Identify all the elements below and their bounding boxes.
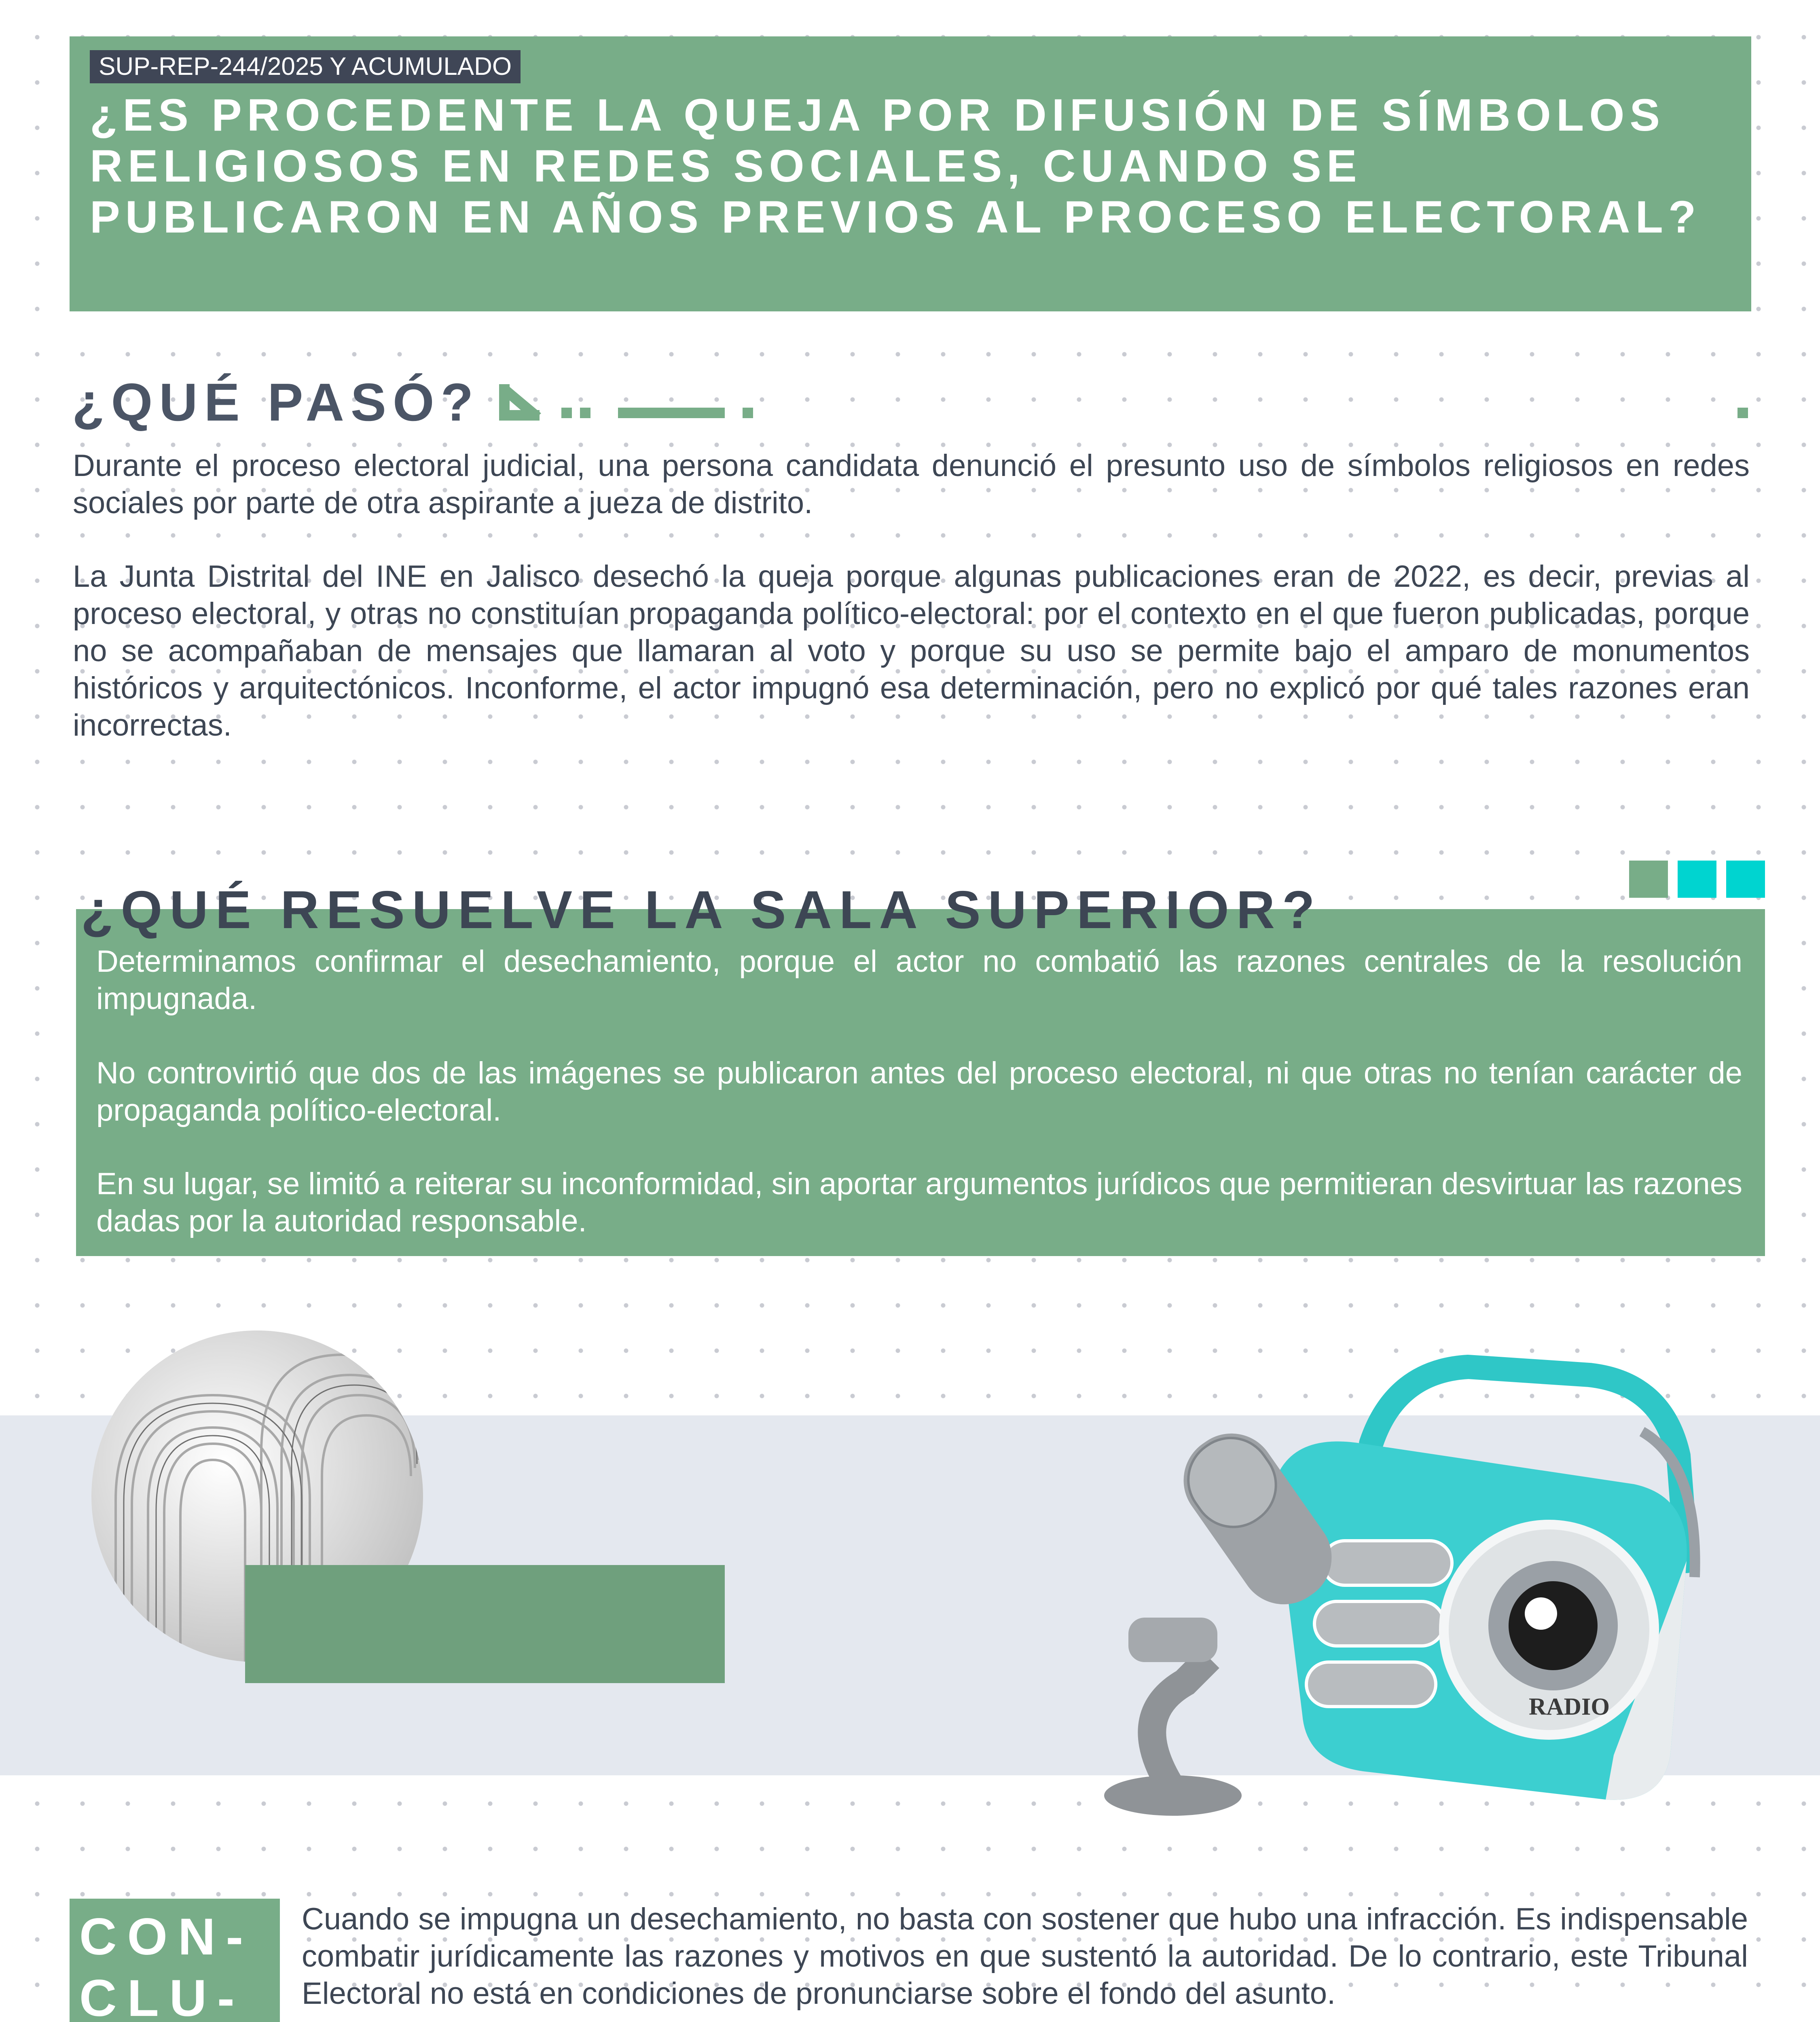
decorative-square [1726,861,1765,898]
decorative-square [1678,861,1716,898]
case-id-badge: SUP-REP-244/2025 Y ACUMULADO [90,50,521,83]
decorative-dot [580,408,590,418]
paragraph-what-happened-1: Durante el proceso electoral judicial, una persona candidata denunció el presunto uso de símbolos religiosos en redes sociales por parte de otra aspirante a jueza de distrito. [73,448,1750,520]
page-title: ¿ES PROCEDENTE LA QUEJA POR DIFUSIÓN DE SÍMBOLOS RELIGIOSOS EN REDES SOCIALES, CUANDO SE PUBLICARON EN AÑOS PREVIOS AL PROCESO ELECTORAL? [90,90,1701,242]
conclusion-text: Cuando se impugna un desechamiento, no basta con sostener que hubo una infracción. Es indispensable combatir jurídicamente las razones y motivos en que sustentó la autoridad. De lo contrario, este Tribunal Electoral no está en condiciones de pronunciarse sobre el fondo del asunto. [302,1902,1748,2011]
radio-brand-label: RADIO [1529,1693,1610,1720]
conclusion-label [79,1906,254,2022]
section-heading-resolution: ¿QUÉ RESUELVE LA SALA SUPERIOR? [81,880,1322,939]
conclusion-label-line: CON- [79,1908,254,1966]
paragraph-what-happened-2: La Junta Distrital del INE en Jalisco desechó la queja porque algunas publicaciones eran de 2022, es decir, previas al proceso electoral, y otras no constituían propaganda político-electoral: por el contexto en el que fueron publicadas, porque no se acompañaban de mensajes que llamaran al voto y porque su uso se permite bajo el amparo de monumentos históricos y arquitectónicos. Inconforme, el actor impugnó esa determinación, pero no explicó por qué tales razones eran incorrectas. [73,559,1750,742]
decorative-square [1629,861,1668,898]
paragraph-resolution-2: No controvirtió que dos de las imágenes se publicaron antes del proceso electoral, ni que otras no tenían carácter de propaganda político-electoral. [96,1056,1742,1127]
decorative-dash [618,408,725,418]
arrow-down-right-icon [497,382,545,426]
decorative-dot [561,408,572,418]
decorative-green-block [245,1565,725,1683]
paragraph-resolution-3: En su lugar, se limitó a reiterar su inconformidad, sin aportar argumentos jurídicos que permitieran desvirtuar las razones dadas por la autoridad responsable. [96,1167,1742,1238]
radio-microphone-image [1104,1351,1784,1828]
section-heading-what-happened: ¿QUÉ PASÓ? [72,372,480,432]
conclusion-label-line: CLU- [79,1969,245,2022]
paragraph-resolution-1: Determinamos confirmar el desechamiento, porque el actor no combatió las razones centrales de la resolución impugnada. [96,944,1742,1016]
decorative-dot [743,408,753,418]
decorative-dot [1737,408,1748,418]
